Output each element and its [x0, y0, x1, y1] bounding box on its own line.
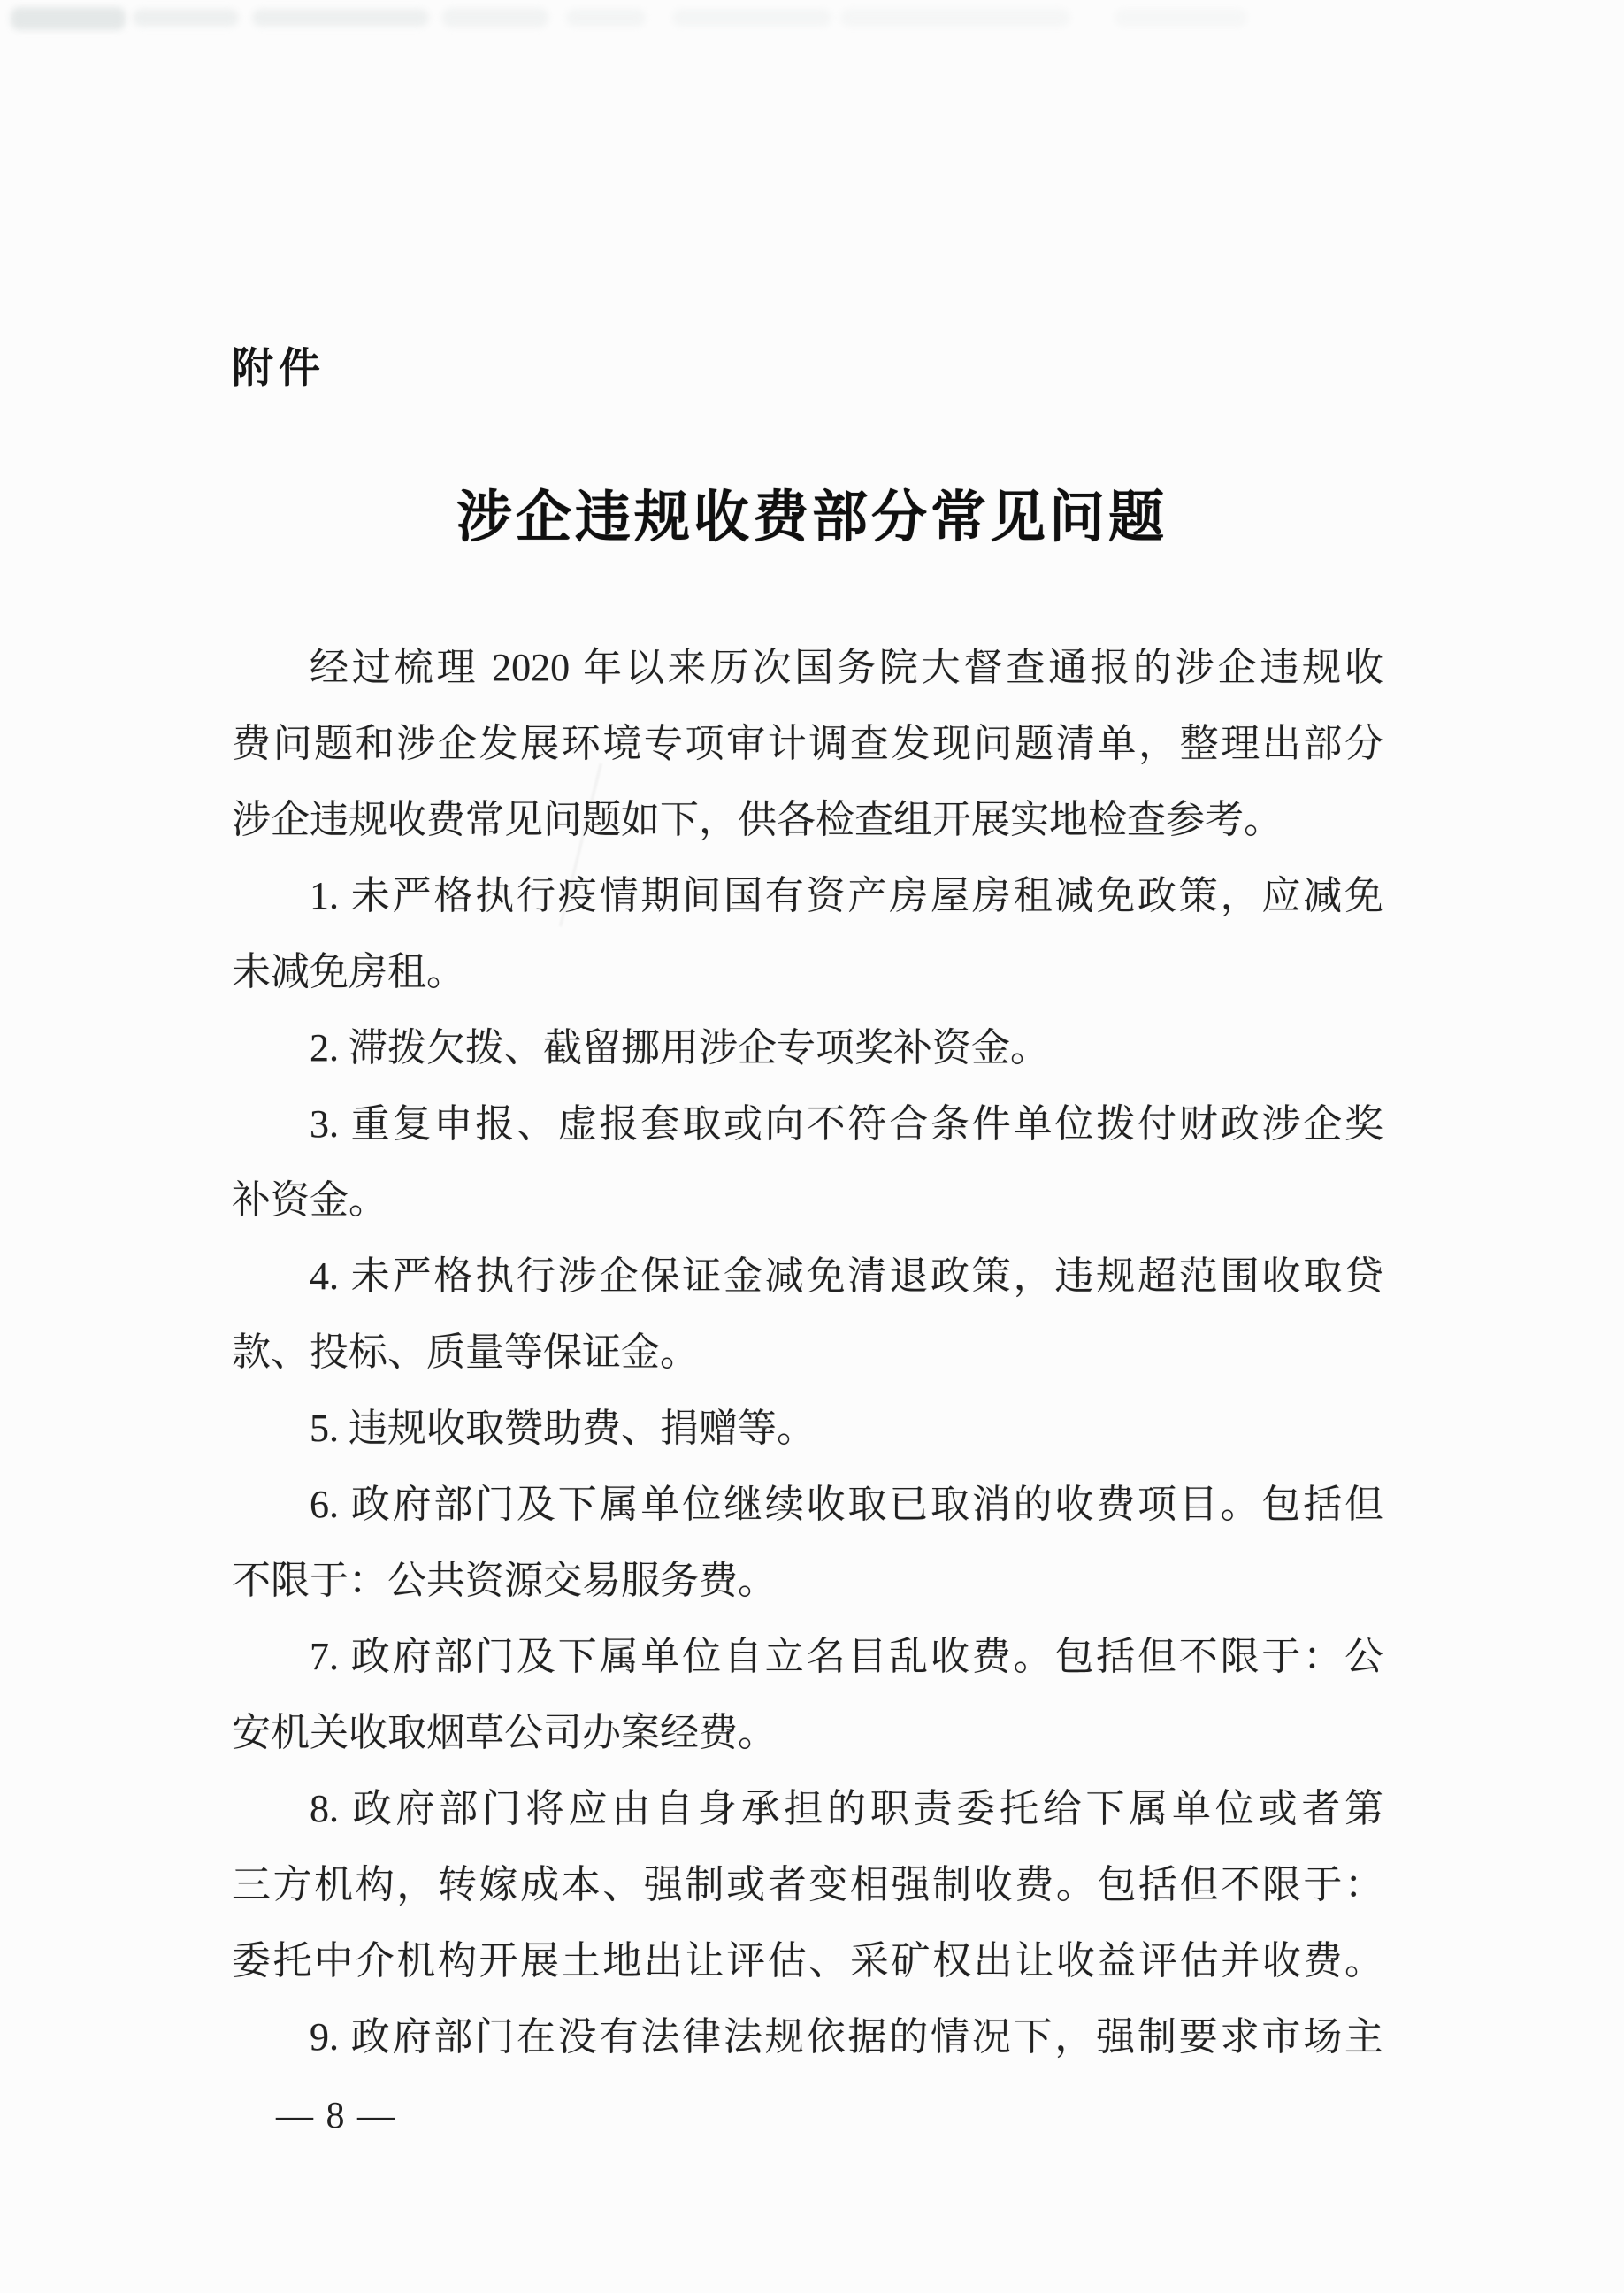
body-line: 安机关收取烟草公司办案经费。 — [232, 1711, 777, 1754]
scan-smudge — [566, 9, 646, 27]
document-body — [232, 630, 1383, 2075]
attachment-label: 附件 — [232, 344, 326, 391]
document-title: 涉企违规收费部分常见问题 — [456, 487, 1168, 548]
body-line: 3. 重复申报、虚报套取或向不符合条件单位拨付财政涉企奖 — [310, 1102, 1383, 1146]
scan-smudge — [133, 9, 239, 27]
scan-artifact-band — [0, 0, 1624, 41]
scan-smudge — [11, 7, 126, 30]
body-line: 未减免房租。 — [232, 950, 465, 993]
scan-smudge — [1115, 9, 1247, 27]
scan-smudge — [252, 9, 429, 27]
body-line: 不限于：公共资源交易服务费。 — [232, 1559, 777, 1602]
body-line: 4. 未严格执行涉企保证金减免清退政策，违规超范围收取贷 — [310, 1254, 1383, 1298]
body-line: 费问题和涉企发展环境专项审计调查发现问题清单，整理出部分 — [232, 722, 1383, 765]
body-line: 9. 政府部门在没有法律法规依据的情况下，强制要求市场主 — [310, 2015, 1383, 2059]
scan-smudge — [840, 9, 1070, 27]
body-line: 补资金。 — [232, 1178, 387, 1222]
body-line: 涉企违规收费常见问题如下，供各检查组开展实地检查参考。 — [232, 798, 1283, 841]
body-line: 6. 政府部门及下属单位继续收取已取消的收费项目。包括但 — [310, 1483, 1383, 1526]
body-line: 5. 违规收取赞助费、捐赠等。 — [310, 1407, 816, 1450]
body-line: 三方机构，转嫁成本、强制或者变相强制收费。包括但不限于： — [232, 1863, 1383, 1906]
scan-smudge — [442, 8, 548, 27]
body-line: 2. 滞拨欠拨、截留挪用涉企专项奖补资金。 — [310, 1026, 1049, 1070]
body-line: 1. 未严格执行疫情期间国有资产房屋房租减免政策，应减免 — [310, 874, 1383, 917]
body-line: 委托中介机构开展土地出让评估、采矿权出让收益评估并收费。 — [232, 1939, 1383, 1982]
scan-smudge — [672, 9, 831, 27]
page-number: — 8 — — [276, 2096, 396, 2136]
body-line: 8. 政府部门将应由自身承担的职责委托给下属单位或者第 — [310, 1787, 1383, 1830]
body-line: 7. 政府部门及下属单位自立名目乱收费。包括但不限于：公 — [310, 1635, 1383, 1678]
body-line: 款、投标、质量等保证金。 — [232, 1331, 699, 1374]
body-line: 经过梳理 2020 年以来历次国务院大督查通报的涉企违规收 — [310, 646, 1383, 689]
